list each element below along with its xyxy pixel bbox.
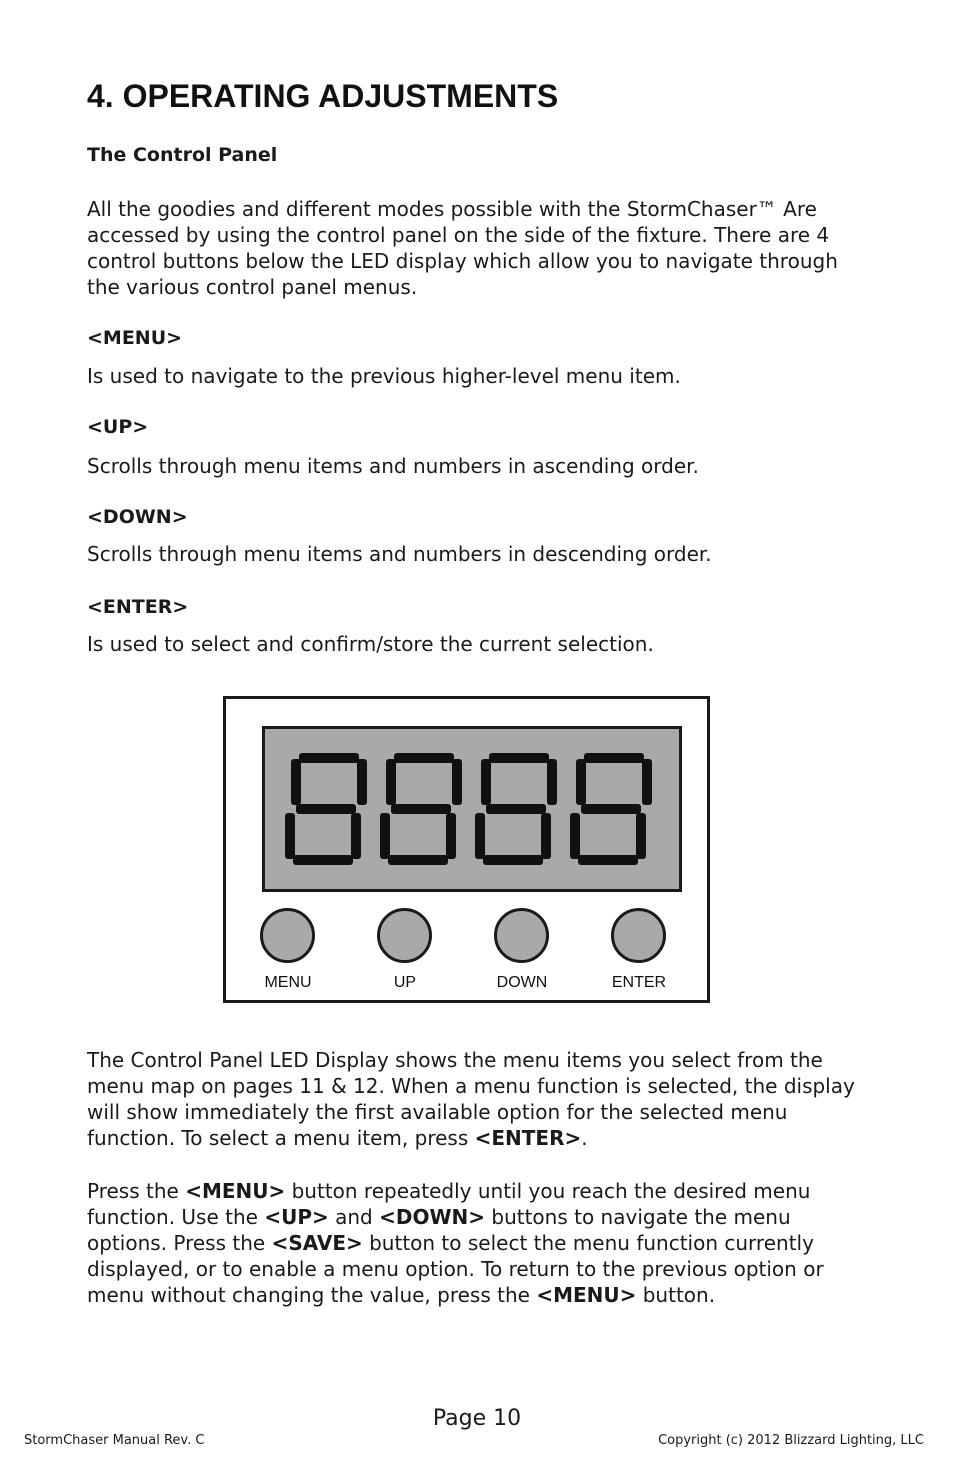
nav-text-6: button. <box>636 1283 716 1307</box>
nav-text-4: buttons to navigate the menu options. Press the <box>87 1205 791 1255</box>
nav-bold-menu-2: <MENU> <box>536 1283 637 1307</box>
led-digit-2-segment-d <box>388 855 448 865</box>
enter-description: Is used to select and confirm/store the current selection. <box>87 632 654 656</box>
led-digit-2-segment-b <box>452 759 462 805</box>
footer-copyright: Copyright (c) 2012 Blizzard Lighting, LLC <box>658 1433 924 1448</box>
led-digit-3-segment-a <box>489 753 549 763</box>
control-panel-illustration <box>223 696 710 1003</box>
led-digit-3-segment-b <box>547 759 557 805</box>
page-title: 4. OPERATING ADJUSTMENTS <box>87 78 559 114</box>
led-digit-2-segment-a <box>394 753 454 763</box>
nav-text-2: button repeatedly until you reach the desired menu function. Use the <box>87 1179 811 1229</box>
display-paragraph-text: The Control Panel LED Display shows the menu items you select from the menu map on pages 11 & 12. When a menu function is selected, the display will show immediately the first available option for the selected menu function. To select a menu item, press <box>87 1048 855 1150</box>
nav-text-3: and <box>328 1205 380 1229</box>
led-digit-1-segment-c <box>351 813 361 859</box>
menu-description: Is used to navigate to the previous higher-level menu item. <box>87 364 681 388</box>
nav-text-1: Press the <box>87 1179 186 1203</box>
menu-heading: <MENU> <box>87 327 183 349</box>
down-description: Scrolls through menu items and numbers in descending order. <box>87 542 712 566</box>
led-digit-2-segment-c <box>446 813 456 859</box>
led-digit-1-segment-f <box>291 759 301 805</box>
led-digit-1-segment-a <box>299 753 359 763</box>
led-digit-2-segment-g <box>391 804 451 814</box>
led-digit-1-segment-e <box>285 813 295 859</box>
led-digit-4-segment-g <box>581 804 641 814</box>
nav-text-5: button to select the menu function currently displayed, or to enable a menu option. To return to the previous option or menu without changing the value, press the <box>87 1231 824 1307</box>
led-digit-1-segment-d <box>293 855 353 865</box>
led-digit-3-segment-e <box>475 813 485 859</box>
enter-knob <box>611 908 666 963</box>
down-label: DOWN <box>496 974 548 991</box>
up-label: UP <box>393 974 417 991</box>
nav-bold-down: <DOWN> <box>379 1205 486 1229</box>
led-digits <box>265 729 679 889</box>
led-digit-2-segment-f <box>386 759 396 805</box>
nav-bold-menu: <MENU> <box>185 1179 286 1203</box>
down-knob <box>494 908 549 963</box>
led-digit-3-segment-c <box>541 813 551 859</box>
led-digit-4-segment-f <box>576 759 586 805</box>
led-digit-1-segment-b <box>357 759 367 805</box>
page-number: Page 10 <box>432 1406 522 1431</box>
up-description: Scrolls through menu items and numbers in ascending order. <box>87 454 699 478</box>
navigation-paragraph <box>87 1178 877 1308</box>
menu-knob <box>260 908 315 963</box>
up-knob <box>377 908 432 963</box>
nav-bold-save: <SAVE> <box>271 1231 363 1255</box>
intro-paragraph: All the goodies and different modes possible with the StormChaser™ Are accessed by using the control panel on the side of the fixture. There are 4 control buttons below the LED display which allow you to navigate through the various control panel menus. <box>87 197 838 299</box>
display-paragraph-enter: <ENTER> <box>474 1126 582 1150</box>
led-digit-3-segment-d <box>483 855 543 865</box>
down-heading: <DOWN> <box>87 506 188 528</box>
led-digit-4-segment-c <box>636 813 646 859</box>
led-digit-1-segment-g <box>296 804 356 814</box>
enter-heading: <ENTER> <box>87 596 189 618</box>
led-digit-3-segment-g <box>486 804 546 814</box>
led-display <box>262 726 682 892</box>
display-paragraph <box>87 1047 877 1151</box>
section-title: The Control Panel <box>87 144 278 166</box>
menu-label: MENU <box>264 974 312 991</box>
led-digit-4-segment-a <box>584 753 644 763</box>
led-digit-3-segment-f <box>481 759 491 805</box>
display-paragraph-end: . <box>581 1126 588 1150</box>
enter-label: ENTER <box>611 974 667 991</box>
led-digit-2-segment-e <box>380 813 390 859</box>
led-digit-4-segment-e <box>570 813 580 859</box>
led-digit-4-segment-b <box>642 759 652 805</box>
nav-bold-up: <UP> <box>264 1205 329 1229</box>
led-digit-4-segment-d <box>578 855 638 865</box>
footer-manual-rev: StormChaser Manual Rev. C <box>24 1433 205 1448</box>
up-heading: <UP> <box>87 416 149 438</box>
